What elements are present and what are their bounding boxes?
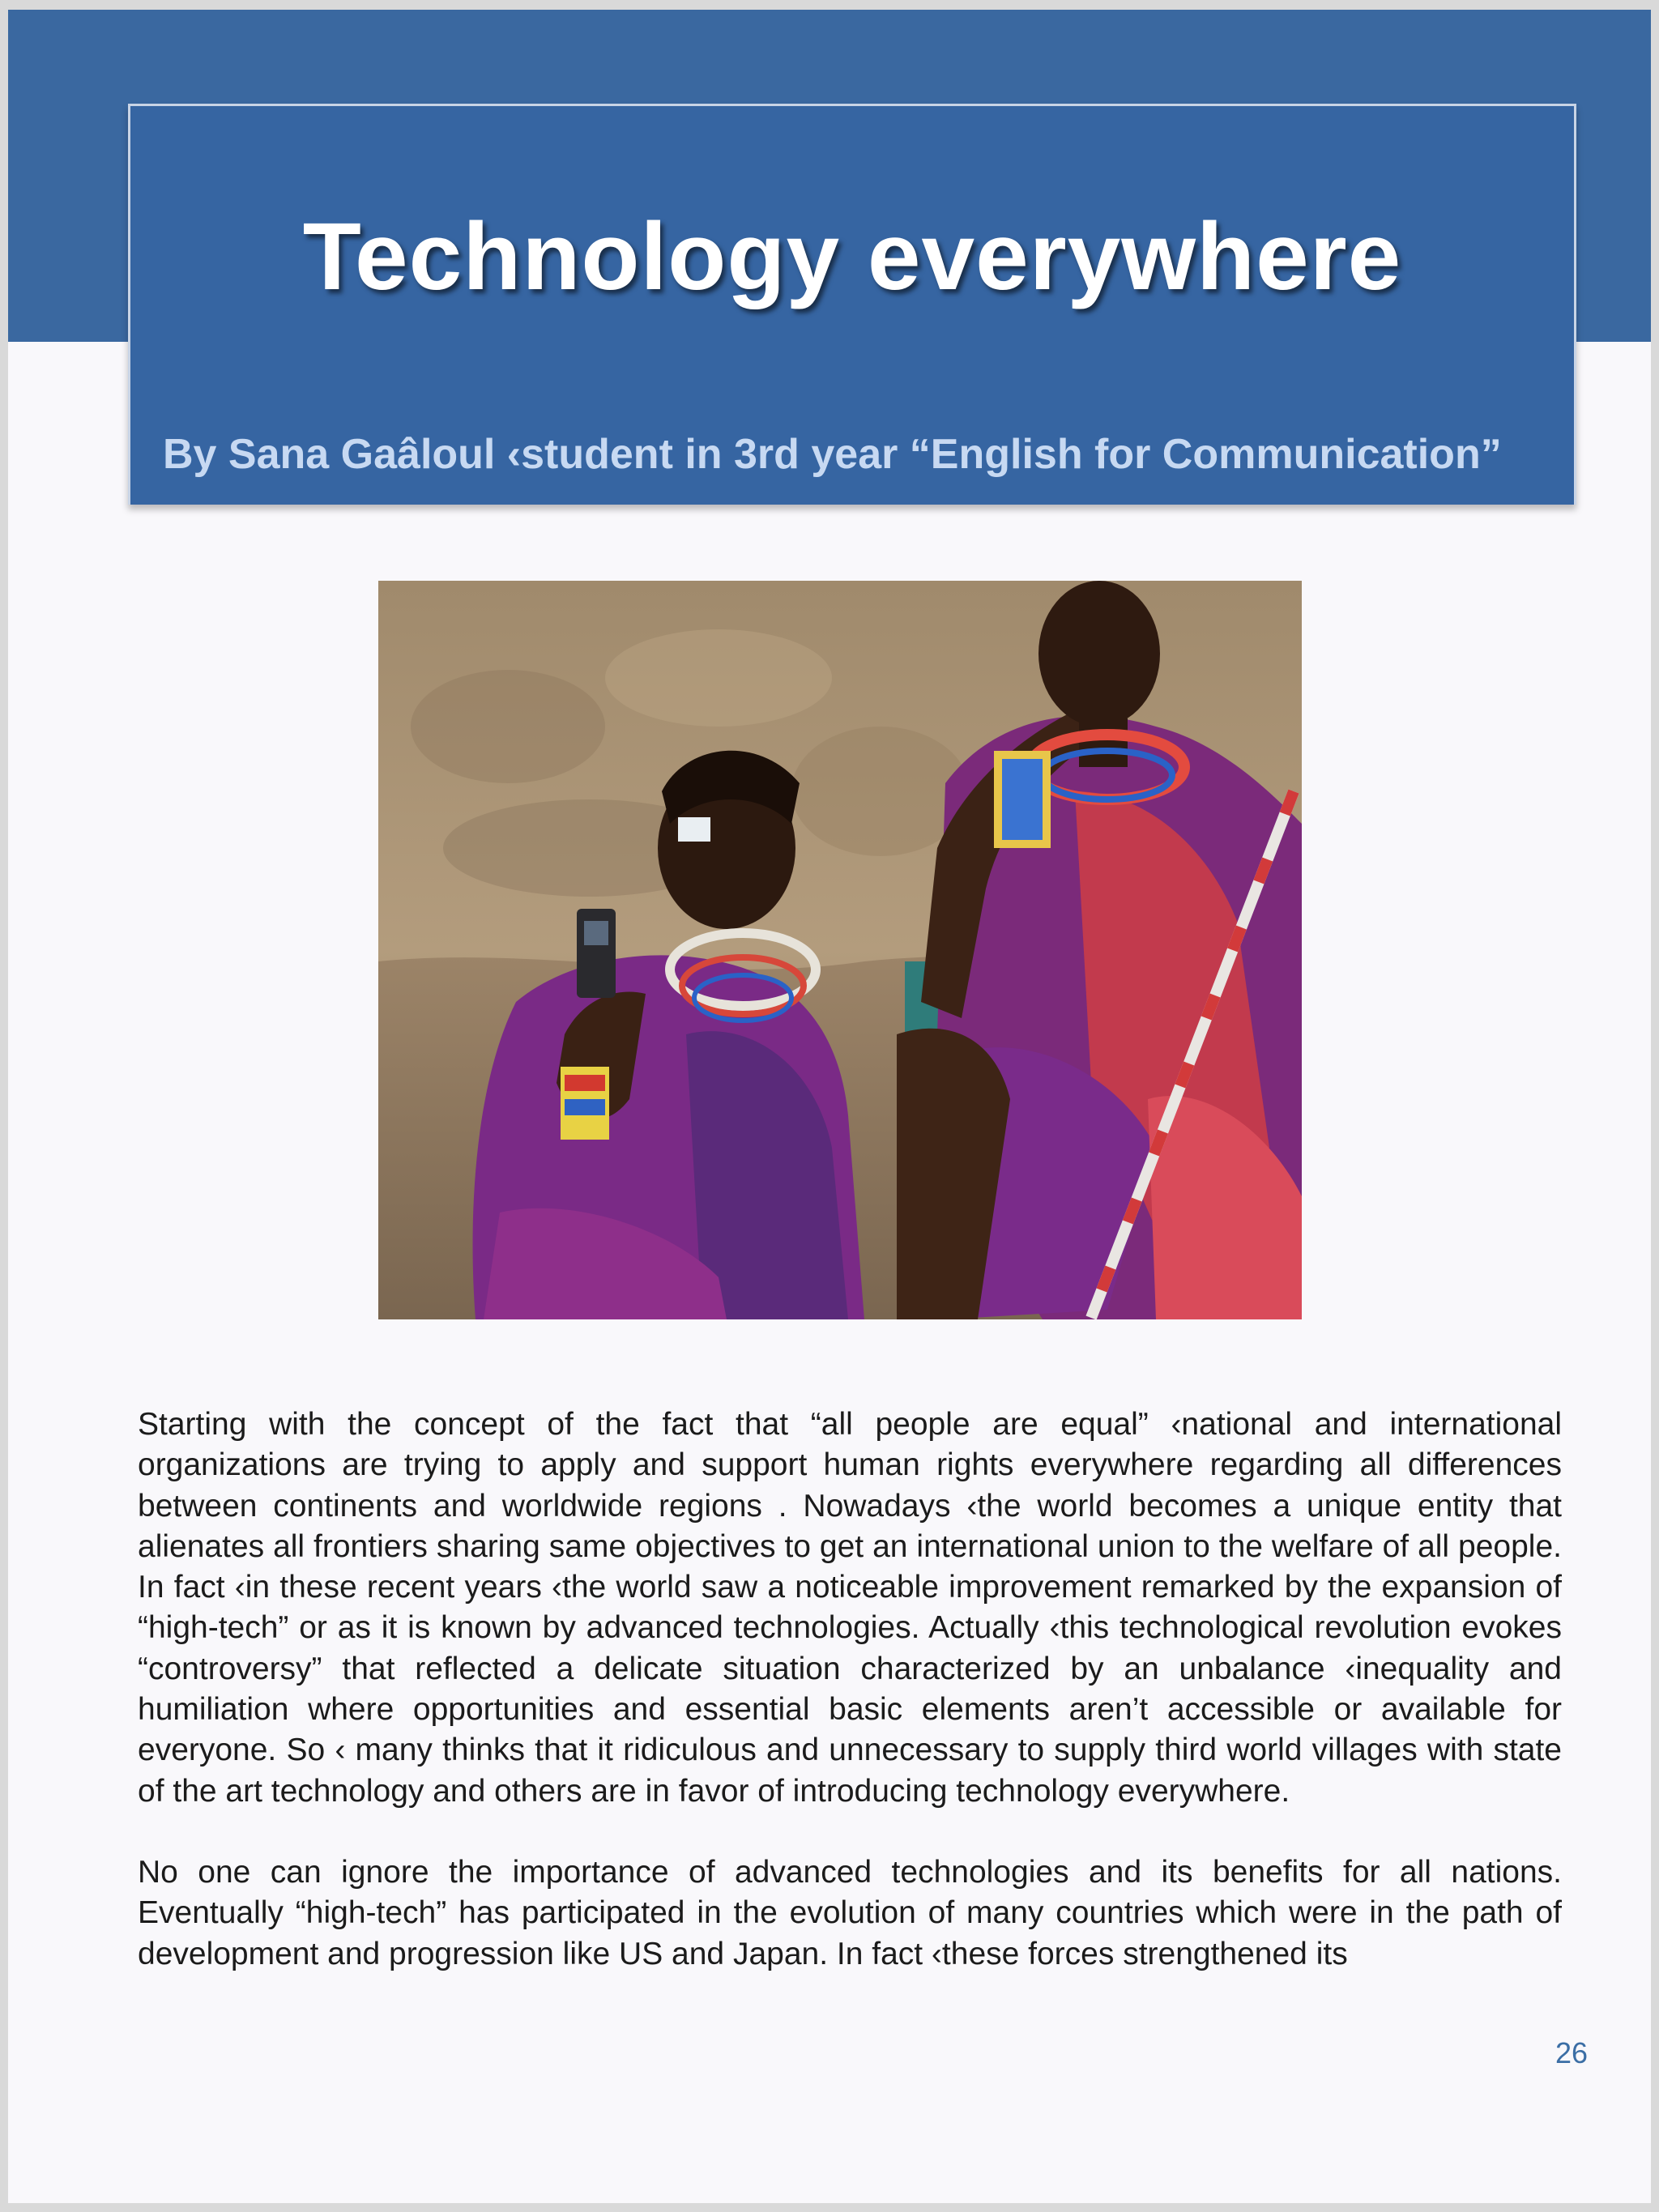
document-page xyxy=(8,10,1651,2203)
article-paragraph: Starting with the concept of the fact that “all people are equal” ‹national and international organizations are trying to apply and support human rights everywhere regarding all differences between continents and worldwide regions . Nowadays ‹the world becomes a unique entity that alienates all frontiers sharing same objectives to get an international union to the welfare of all people. In fact ‹in these recent years ‹the world saw a noticeable improvement remarked by the expansion of “high-tech” or as it is known by advanced technologies. Actually ‹this technological revolution evokes “controversy” that reflected a delicate situation characterized by an unbalance ‹inequality and humiliation where opportunities and essential basic elements aren’t accessible or available for everyone. So ‹ many thinks that it ridiculous and unnecessary to supply third world villages with state of the art technology and others are in favor of introducing technology everywhere. xyxy=(138,1407,1562,1809)
page-number: 26 xyxy=(1555,2036,1589,2069)
author-byline: By Sana Gaâloul ‹student in 3rd year “English for Communication” xyxy=(163,431,1502,478)
article-paragraph: No one can ignore the importance of advanced technologies and its benefits for all nations. Eventually “high-tech” has participated in the evolution of many countries which were in the path of development and progression like US and Japan. In fact ‹these forces strengthened its xyxy=(138,1854,1562,1971)
article-photo xyxy=(378,581,1302,1319)
photo-two-men-with-mobile-phone-icon xyxy=(378,581,1302,1319)
page-title: Technology everywhere xyxy=(302,203,1402,310)
title-banner xyxy=(128,104,1576,505)
article-body xyxy=(138,1404,1562,2015)
